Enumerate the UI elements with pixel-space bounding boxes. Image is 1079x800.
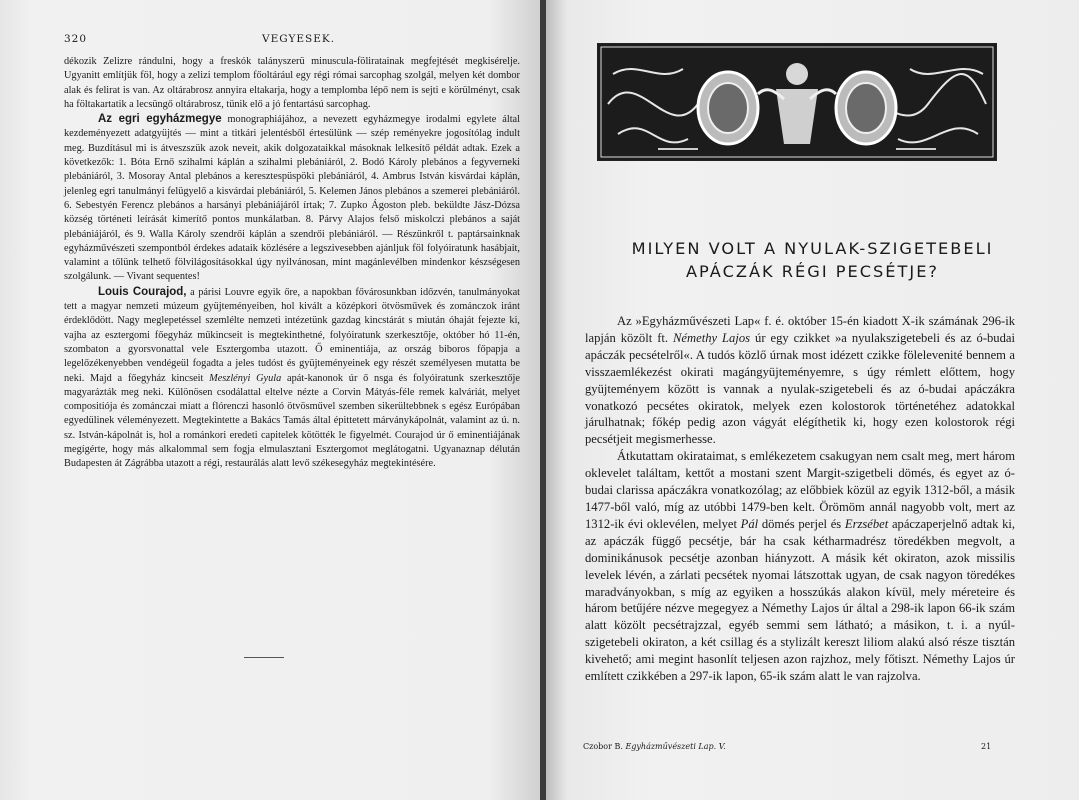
section-lead: Louis Courajod, [98,285,187,298]
paragraph: dékozik Zelizre rándulni, hogy a freskók talányszerü minuscula-föliratainak megfejtését megkisérelje. Ugyanitt említjük föl, hogy a zelizi templom főoltárául egy régi római sarcophag szolgál, melyen két dombor alak és felirat is van. Az oltárabrosz annyira eltakarja, hogy a templomba lépő nem is sejti e körülményt, csak ha föltakartatik a lecsüngő oltárabrosz, tünik elő a jó fentartású sarcophag. [64,56,520,110]
paragraph: Az »Egyházművészeti Lap« f. é. október 15-én kiadott X-ik számának 296-ik lapján közölt ft. Némethy Lajos úr egy czikket »a nyulakszigetebeli és az ó-budai apáczák pecsételről«. A tudós közlő úrnak most idézett czikke fölelevenité bennem a visszaemlékezést okirati magángyüjteményemre, s úgy rémlett előttem, hogy gyüjteményem között is vannak a nyulak-szigetebeli és az ó-budai apáczákra vonatkozó pecsétes okiratok, melyek ezen kolostorok történetéhez adatokkal járulhatnak; főkép pedig azon vágyát elégíthetik ki, hogy ezen kolostorok régi pecsétjeit megismerhesse. [585,314,1015,447]
footer-page-number: 21 [981,742,992,751]
page-number: 320 [64,33,88,45]
paragraph: Az egri egyházmegye monographiájához, a nevezett egyházmegye irodalmi egylete által kezdeményezett adatgyüjtés — mint a titkári jelentésből értesülünk — szép reményekre jogosítólag indult meg. Buzdításul mi is átveszszük azok neveit, akik dolgozataikkal másoknak lelkesítő példát adtak. Ezek a következők: 1. Bóta Ernő szihalmi káplán a szihalmi plebániáról, 2. Bodó Károly plebános a fegyverneki plebániáról, 3. Mosoray Antal plebános a keresztespüspöki plebániáról, 4. Ambrus István kisvárdai káplán, jelenleg egri tanulmányi felügyelő a kisvárdai plebániáról, 5. Kelemen János plebános a szemerei plebániáról. 6. Sebestyén Ferencz plebános a harsányi plebániájáról írtak; 7. Zupko Ágoston pleb. beküldte Jász-Dózsa község történeti leírását kimerítő pontos munkálatban. 8. Párvy Alajos felső miskolczi plebános a saját plebániájáról, és 9. Walla Károly szendrői káplán a szendrői plebániáról. — Részünkről t. paptársainknak egyházművészeti szempontból érdekes adataik közlésére a legszivesebben ajánljuk föl folyóiratunk hasábjait, valamint a tőlünk telhető fölvilágosításokkal úgy nyilvánosan, mint magánlevélben mindenkor készségesen szolgálunk. — Vivant sequentes! [64,113,520,283]
section-lead: Az egri egyházmegye [98,113,222,126]
running-head-title: VEGYESEK. [262,33,336,45]
left-column-text [64,55,520,472]
decorative-headpiece [597,43,997,161]
paragraph: Átkutattam okirataimat, s emlékezetem csakugyan nem csalt meg, mert három oklevelet találtam, kettőt a mostani szent Margit-szigetbeli dömés, és egyet az ó-budai clarissa apáczákra vonatkozólag; az előbbiek közül az egyik 1312-ből, a másik 1477-ből való, míg az utóbbi 1479-ben kelt. Örömöm annál nagyobb volt, mert az 1312-ik évi oklevélen, melyet Pál dömés perjel és Erzsébet apáczaperjelnő adtak ki, az apáczák függő pecsétje, bár ha csak kétharmadrész töredékben megvolt, a dominikánusok pecsétje azonban hiányzott. A másik két okiraton, azok missilis levelek lévén, a zárlati pecsétek nyomai látszottak ugyan, de csak nagyon töredékes maradványokban, s míg az egyiken a hosszúkás alakon kívül, mely méreteire és három betűjére nézve megegyez a Némethy Lajos úr által a 298-ik lapon 66-ik szám alatt közölt pecsétrajzzal, egyéb semmi sem látható; a másikon, t. i. a nyúl-szigetebeli okiraton, a két csillag és a stylizált kereszt liliom alakú alsó része tisztán kivehető; ami megint hasonlít teljesen azon rajzhoz, mely főtiszt. Némethy Lajos úr említett czikkében a 297-ik lapon, 65-ik szám alatt le van rajzolva. [585,449,1016,684]
footer-signature: Czobor B. Egyházművészeti Lap. V. [583,742,726,751]
article-title: MILYEN VOLT A NYULAK-SZIGETEBELI APÁCZÁK RÉGI PECSÉTJE? [631,239,994,281]
right-column-text [585,313,1015,685]
section-divider [244,657,284,658]
paragraph: Louis Courajod, a párisi Louvre egyik őre, a napokban fővárosunkban időzvén, tanulmányokat tett a magyar nemzeti múzeum gyüjteményeiben, hol kivált a középkori ötvösművek és zománczok iránt érdeklődött. Nagy meglepetéssel szemlélte nemzeti intézetünk gazdag kincstárát s miután óhaját fejezte ki, vajha az esztergomi főegyház műkincseit is megtekinthetné, folyóiratunk szerkesztője, október hó 11-én, szombaton a gyorsvonattal vele Esztergomba utazott. Ő eminentiája, az ország biboros főpapja a legelőzékenyebben vendégeül fogadta a jeles tudóst és gyüjteményeinek egy részét személyesen mutatta be neki. Majd a főegyház kincseit Meszlényi Gyula apát-kanonok úr ő nsga és folyóiratunk szerkesztője magyarázták meg neki. Különösen csodálattal eltelve nézte a Corvin Mátyás-féle remek kalváriát, melyet compositiója és zománczai miatt a flórenczi hasonló ötvösművel szemben sikerültebbnek s egész Európában egyedülinek véleményezett. Megtekintette a Bakács Tamás által épittetett márványkápolnát, valamint az ú. n. sz. István-kápolnát is, hol a románkori eredeti capitelek kötötték le figyelmét. Courajod úr ő eminentiájának megígérte, hogy más alkalommal sem fogja elmulasztani Esztergomot meglátogatni. Ugyanaznap délután Budapesten át Zágrábba utazott a régi, restaurálás alatt levő székesegyház megtekintésére. [64,285,520,470]
